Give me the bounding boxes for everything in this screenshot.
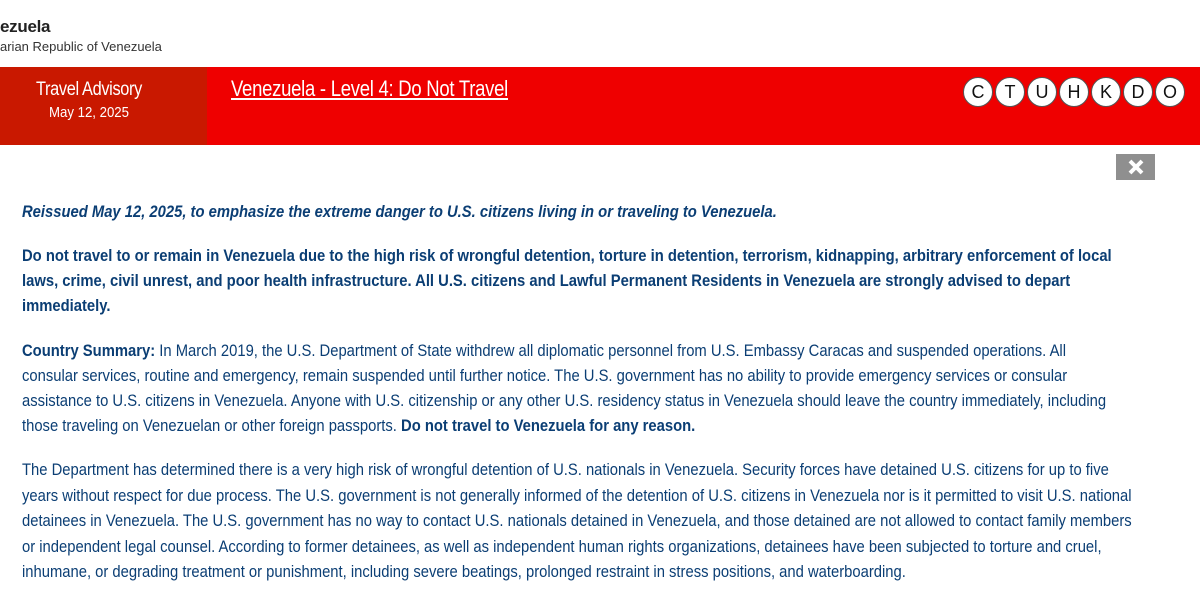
reissued-note: Reissued May 12, 2025, to emphasize the extreme danger to U.S. citizens living in or traveling to Venezuela. (22, 202, 777, 221)
close-button[interactable] (1116, 154, 1155, 180)
risk-indicator-d[interactable]: D (1123, 77, 1153, 107)
risk-indicator-k[interactable]: K (1091, 77, 1121, 107)
advisory-title-link[interactable]: Venezuela - Level 4: Do Not Travel (231, 76, 509, 101)
do-not-travel-paragraph: Do not travel to or remain in Venezuela due to the high risk of wrongful detention, torture in detention, terrorism, kidnapping, arbitrary enforcement of local laws, crime, civil unrest, and poor health infrastructure. All U.S. citizens and Lawful Permanent Residents in Venezuela are strongly advised to depart immediately. (22, 246, 1112, 315)
advisory-label-box (0, 67, 207, 145)
summary-text: In March 2019, the U.S. Department of State withdrew all diplomatic personnel from U.S. Embassy Caracas and suspended operations. All consular services, routine and emergency, remain suspended until further notice. The U.S. government has no ability to provide emergency services or consular assistance to U.S. citizens in Venezuela. Anyone with U.S. citizenship or any other U.S. residency status in Venezuela should leave the country immediately, including those traveling on Venezuelan or other foreign passports. (22, 341, 1107, 435)
advisory-label: Travel Advisory (36, 79, 142, 100)
country-summary-paragraph (22, 338, 1123, 438)
risk-indicator-c[interactable]: C (963, 77, 993, 107)
risk-indicator-t[interactable]: T (995, 77, 1025, 107)
risk-indicator-h[interactable]: H (1059, 77, 1089, 107)
country-header (0, 0, 600, 67)
risk-indicator-o[interactable]: O (1155, 77, 1185, 107)
close-icon (1126, 157, 1146, 177)
advisory-banner (0, 67, 1200, 145)
summary-emphasis: Do not travel to Venezuela for any reason. (401, 416, 696, 435)
country-full-name: arian Republic of Venezuela (0, 39, 162, 54)
risk-indicators (963, 77, 1185, 107)
detention-paragraph: The Department has determined there is a very high risk of wrongful detention of U.S. nationals in Venezuela. Security forces have detained U.S. citizens for up to five years without respect for due process. The U.S. government is not generally informed of the detention of U.S. citizens in Venezuela nor is it permitted to visit U.S. national detainees in Venezuela. The U.S. government has no way to contact U.S. nationals detained in Venezuela, and those detained are not allowed to contact family members or independent legal counsel. According to former detainees, as well as independent human rights organizations, detainees have been subjected to torture and cruel, inhumane, or degrading treatment or punishment, including severe beatings, prolonged restraint in stress positions, and waterboarding. (22, 460, 1132, 582)
risk-indicator-u[interactable]: U (1027, 77, 1057, 107)
summary-label: Country Summary: (22, 341, 156, 360)
country-name: ezuela (0, 17, 51, 36)
advisory-date: May 12, 2025 (49, 104, 129, 121)
